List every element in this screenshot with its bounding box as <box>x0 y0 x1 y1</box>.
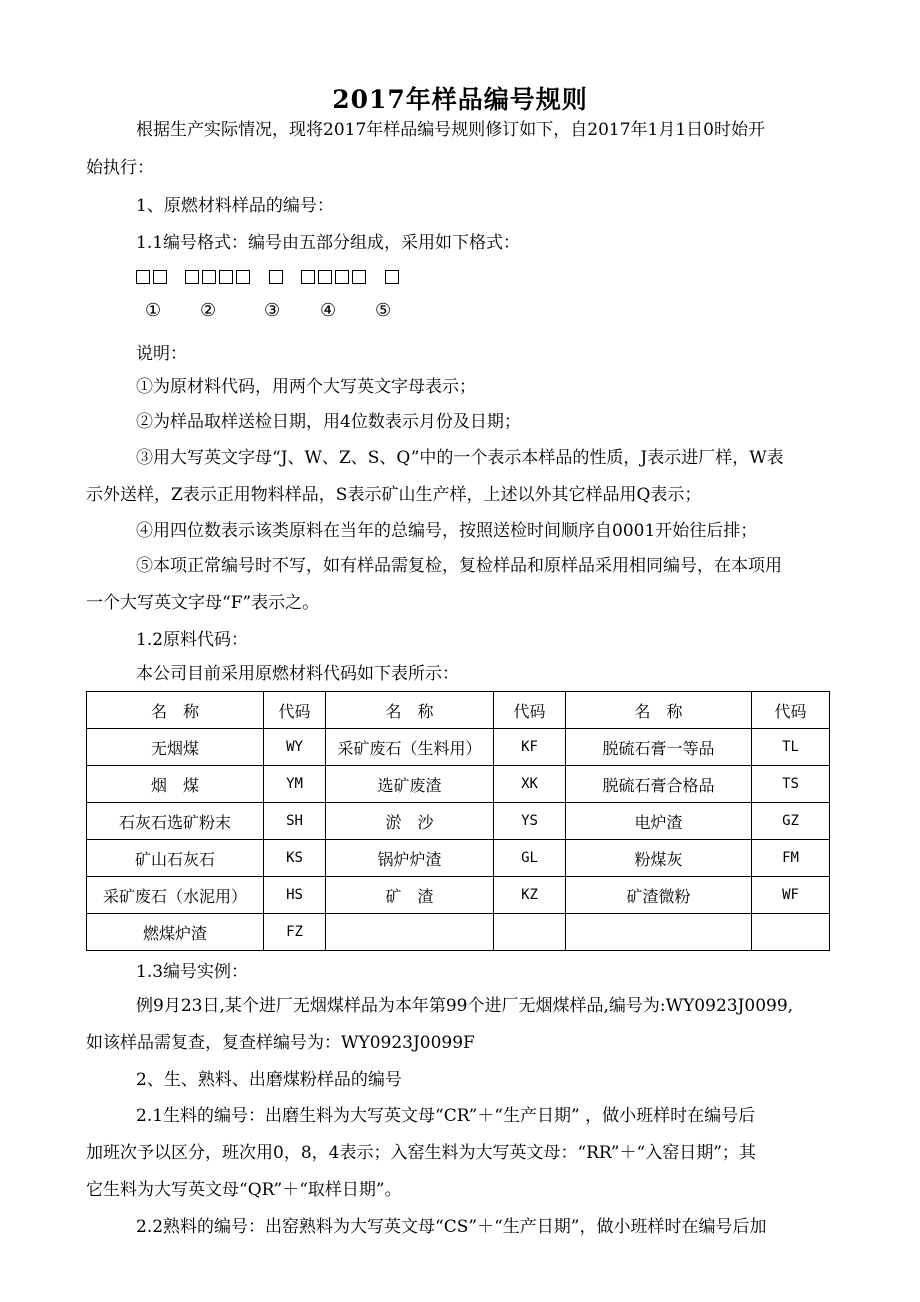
material-name: 脱硫石膏一等品 <box>566 729 752 766</box>
material-code: FM <box>752 840 830 877</box>
explain-item-4: ④用四位数表示该类原料在当年的总编号，按照送检时间顺序自0001开始往后排； <box>136 521 758 541</box>
p21-line-1: 2.1生料的编号：出磨生料为大写英文母“CR”＋“生产日期” ，做小班样时在编号后 <box>136 1106 756 1126</box>
table-intro: 本公司目前采用原燃材料代码如下表所示： <box>136 664 459 684</box>
table-row <box>87 877 830 914</box>
header-name: 名 称 <box>566 692 752 729</box>
section2-heading: 2、生、熟料、出磨煤粉样品的编号 <box>136 1070 402 1090</box>
intro-line-2: 始执行： <box>86 158 154 178</box>
explain-label: 说明： <box>136 344 187 364</box>
table-row <box>87 914 830 951</box>
material-name: 石灰石选矿粉末 <box>87 803 264 840</box>
material-code: KZ <box>494 877 566 914</box>
material-code: HS <box>264 877 326 914</box>
material-name: 无烟煤 <box>87 729 264 766</box>
material-name: 矿山石灰石 <box>87 840 264 877</box>
material-code: FZ <box>264 914 326 951</box>
material-name: 燃煤炉渣 <box>87 914 264 951</box>
material-code: KF <box>494 729 566 766</box>
material-code: GZ <box>752 803 830 840</box>
explain-item-2: ②为样品取样送检日期，用4位数表示月份及日期； <box>136 412 521 432</box>
p21-line-2: 加班次予以区分，班次用0，8，4表示；入窑生料为大写英文母：“RR”＋“入窑日期”；其 <box>86 1143 756 1163</box>
material-code: YS <box>494 803 566 840</box>
table-header-row <box>87 692 830 729</box>
format-marker-1: ① <box>145 300 162 321</box>
material-name: 采矿废石（水泥用） <box>87 877 264 914</box>
material-name: 选矿废渣 <box>326 766 494 803</box>
material-name: 锅炉炉渣 <box>326 840 494 877</box>
format-marker-2: ② <box>200 300 217 321</box>
material-code: GL <box>494 840 566 877</box>
material-name <box>566 914 752 951</box>
material-code: TL <box>752 729 830 766</box>
example-line-1: 例9月23日,某个进厂无烟煤样品为本年第99个进厂无烟煤样品,编号为:WY0923J0099, <box>136 996 794 1016</box>
material-code <box>494 914 566 951</box>
material-code: KS <box>264 840 326 877</box>
example-line-2: 如该样品需复查，复查样编号为：WY0923J0099F <box>86 1033 475 1053</box>
table-row <box>87 840 830 877</box>
material-code: SH <box>264 803 326 840</box>
material-name: 粉煤灰 <box>566 840 752 877</box>
format-marker-3: ③ <box>264 300 281 321</box>
header-code: 代码 <box>752 692 830 729</box>
material-code: XK <box>494 766 566 803</box>
subsection-1-1: 1.1编号格式：编号由五部分组成，采用如下格式： <box>136 233 521 253</box>
format-boxes <box>136 264 402 288</box>
table-row <box>87 766 830 803</box>
intro-line-1: 根据生产实际情况，现将2017年样品编号规则修订如下，自2017年1月1日0时始开 <box>136 120 765 140</box>
material-name: 脱硫石膏合格品 <box>566 766 752 803</box>
p21-line-3: 它生料为大写英文母“QR”＋“取样日期”。 <box>86 1180 402 1200</box>
header-name: 名 称 <box>326 692 494 729</box>
material-code-table <box>86 691 830 951</box>
material-name: 电炉渣 <box>566 803 752 840</box>
material-code: WF <box>752 877 830 914</box>
p22-line-1: 2.2熟料的编号：出窑熟料为大写英文母“CS”＋“生产日期”，做小班样时在编号后加 <box>136 1217 767 1237</box>
explain-item-1: ①为原材料代码，用两个大写英文字母表示； <box>136 377 476 397</box>
explain-item-3b: 示外送样，Z表示正用物料样品，S表示矿山生产样，上述以外其它样品用Q表示； <box>86 485 702 505</box>
material-name: 采矿废石（生料用） <box>326 729 494 766</box>
section1-heading: 1、原燃材料样品的编号： <box>136 196 334 216</box>
material-code: TS <box>752 766 830 803</box>
material-name: 烟 煤 <box>87 766 264 803</box>
material-name: 矿渣微粉 <box>566 877 752 914</box>
table-row <box>87 803 830 840</box>
explain-item-5a: ⑤本项正常编号时不写，如有样品需复检，复检样品和原样品采用相同编号，在本项用 <box>136 556 782 576</box>
explain-item-3a: ③用大写英文字母“J、W、Z、S、Q”中的一个表示本样品的性质，J表示进厂样，W表 <box>136 448 784 468</box>
subsection-1-3: 1.3编号实例： <box>136 962 249 982</box>
table-row <box>87 729 830 766</box>
material-code: YM <box>264 766 326 803</box>
header-code: 代码 <box>264 692 326 729</box>
material-name: 淤 沙 <box>326 803 494 840</box>
material-code: WY <box>264 729 326 766</box>
header-name: 名 称 <box>87 692 264 729</box>
material-name: 矿 渣 <box>326 877 494 914</box>
page-title: 2017年样品编号规则 <box>332 85 588 114</box>
header-code: 代码 <box>494 692 566 729</box>
format-marker-4: ④ <box>320 300 337 321</box>
subsection-1-2: 1.2原料代码： <box>136 630 249 650</box>
format-marker-5: ⑤ <box>375 300 392 321</box>
material-code <box>752 914 830 951</box>
material-name <box>326 914 494 951</box>
explain-item-5b: 一个大写英文字母“F”表示之。 <box>86 593 320 613</box>
